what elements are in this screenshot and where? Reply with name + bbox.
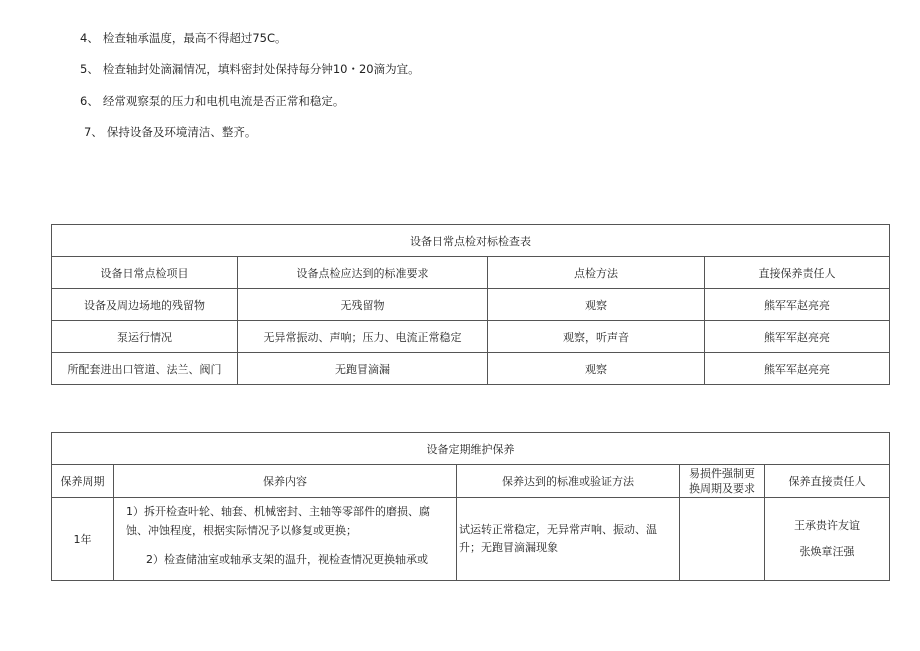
responsible-name: 王承贵许友谊 (794, 519, 861, 532)
daily-inspection-table (51, 224, 890, 385)
parts-cell (680, 498, 765, 581)
responsible-cell (765, 498, 890, 581)
table-header-row (52, 257, 890, 289)
table-cell: 观察 (488, 289, 705, 321)
note-text: 保持设备及环境清洁、整齐。 (106, 125, 257, 139)
table-cell: 设备及周边场地的残留物 (52, 289, 238, 321)
content-item: 2）检查储油室或轴承支架的温升，视检查情况更换轴承或 (146, 553, 428, 566)
table-title-row (52, 433, 890, 465)
period-cell: 1年 (52, 498, 114, 581)
column-header: 保养内容 (114, 465, 457, 498)
table-cell: 无残留物 (238, 289, 488, 321)
table-row (52, 353, 890, 385)
table-cell: 熊军军赵亮亮 (705, 289, 890, 321)
note-6 (80, 93, 344, 109)
table-cell: 无异常振动、声响；压力、电流正常稳定 (238, 321, 488, 353)
table-cell: 所配套进出口管道、法兰、阀门 (52, 353, 238, 385)
table-title-row (52, 225, 890, 257)
column-header: 保养周期 (52, 465, 114, 498)
note-number: 4、 (80, 31, 99, 45)
periodic-maintenance-table (51, 432, 890, 581)
note-number: 5、 (80, 62, 99, 76)
note-7 (84, 124, 256, 140)
table-cell: 观察 (488, 353, 705, 385)
note-number: 6、 (80, 94, 99, 108)
table-header-row (52, 465, 890, 498)
table-row (52, 321, 890, 353)
column-header: 直接保养责任人 (705, 257, 890, 289)
column-header: 设备点检应达到的标准要求 (238, 257, 488, 289)
note-text: 经常观察泵的压力和电机电流是否正常和稳定。 (102, 94, 345, 108)
column-header: 点检方法 (488, 257, 705, 289)
daily-table-title: 设备日常点检对标检查表 (52, 225, 890, 257)
table-cell: 熊军军赵亮亮 (705, 321, 890, 353)
note-4 (80, 30, 287, 46)
column-header: 保养直接责任人 (765, 465, 890, 498)
table-row (52, 289, 890, 321)
table-cell: 泵运行情况 (52, 321, 238, 353)
note-text: 检查轴封处滴漏情况，填料密封处保持每分钟10・20滴为宜。 (102, 62, 420, 76)
column-header: 易损件强制更换周期及要求 (680, 465, 765, 498)
column-header: 保养达到的标准或验证方法 (457, 465, 680, 498)
standard-cell: 试运转正常稳定，无异常声响、振动、温升；无跑冒滴漏现象 (457, 498, 680, 581)
table-cell: 无跑冒滴漏 (238, 353, 488, 385)
responsible-name: 张焕章汪强 (799, 545, 855, 558)
table-cell: 熊军军赵亮亮 (705, 353, 890, 385)
note-5 (80, 61, 420, 77)
table-cell: 观察，听声音 (488, 321, 705, 353)
note-number: 7、 (84, 125, 103, 139)
content-item: 1）拆开检查叶轮、轴套、机械密封、主轴等零部件的磨损、腐蚀、冲蚀程度，根据实际情况予以修复或更换； (126, 505, 430, 537)
periodic-table-title: 设备定期维护保养 (52, 433, 890, 465)
note-text: 检查轴承温度，最高不得超过75C。 (102, 31, 287, 45)
column-header: 设备日常点检项目 (52, 257, 238, 289)
table-row (52, 498, 890, 581)
content-cell (114, 498, 457, 581)
